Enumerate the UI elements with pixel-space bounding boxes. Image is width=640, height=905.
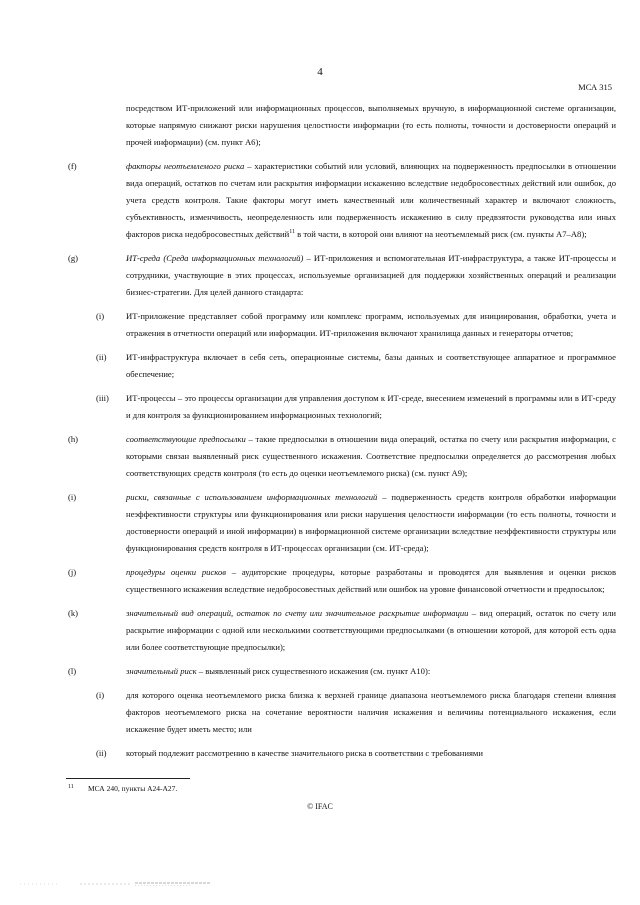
item-label: (h) xyxy=(68,434,79,444)
sub-item-label: (i) xyxy=(96,690,105,700)
sub-item-label: (i) xyxy=(96,311,105,321)
footnote-number: 11 xyxy=(68,784,74,790)
document-body xyxy=(68,100,617,769)
footnote-text: МСА 240, пункты А24-А27. xyxy=(88,784,178,793)
copyright-notice: © IFAC xyxy=(307,802,333,811)
definition-k xyxy=(68,605,617,656)
scan-artifact xyxy=(20,881,210,887)
definition-term: риски, связанные с использованием информационных технологий xyxy=(126,492,378,502)
sub-item-label: (ii) xyxy=(96,748,107,758)
definition-text: – вид операций, остаток по счету или раскрытие информации с одной или несколькими соответствующими предпосылками (в отношении которой, для которой есть одна или более соответствующие предпосылки); xyxy=(126,608,617,652)
sub-item-label: (iii) xyxy=(96,393,109,403)
definition-l xyxy=(68,663,616,680)
footnote-separator xyxy=(66,778,190,779)
definition-text: – характеристики событий или условий, влияющих на подверженность предпосылки в отношении вида операций, остатков по счетам или раскрытия информации искажению вследствие недобросовестных действий или ошибок, до учета средств контроля. Такие факторы могут иметь качественный или количественный характер и включают сложность, субъективность, изменчивость, неопределенность или подверженность искажению в силу предвзятости руководства или иных факторов риска недобросовестных действий xyxy=(126,161,616,239)
sub-item xyxy=(96,745,616,762)
item-label: (i) xyxy=(68,492,77,502)
definition-g xyxy=(68,250,616,301)
item-label: (j) xyxy=(68,567,77,577)
definition-i xyxy=(68,489,616,557)
definition-text: – выявленный риск существенного искажения (см. пункт А10): xyxy=(196,666,431,676)
item-label: (f) xyxy=(68,161,77,171)
definition-f xyxy=(68,158,616,243)
item-label: (g) xyxy=(68,253,79,263)
footnote-reference: 11 xyxy=(289,229,295,236)
sub-item xyxy=(96,349,616,383)
document-code: МСА 315 xyxy=(578,82,612,92)
item-label: (l) xyxy=(68,666,77,676)
definition-h xyxy=(68,431,616,482)
definition-term: значительный вид операций, остаток по счету или значительное раскрытие информации xyxy=(126,608,469,618)
definition-text: – ИТ-приложения и вспомогательная ИТ-инфраструктура, а также ИТ-процессы и сотрудники, участвующие в этих процессах, используемые организацией для поддержки хозяйственных операций и реализации бизнес-стратегии. Для целей данного стандарта: xyxy=(126,253,616,297)
sub-item xyxy=(96,390,616,424)
sub-item-text: ИТ-приложение представляет собой программу или комплекс программ, используемых для инициирования, обработки, учета и отражения в отчетности операций или информации. ИТ-приложения включают хранилища данных и генераторы отчетов; xyxy=(126,311,616,338)
footnote xyxy=(68,784,177,793)
continuation-paragraph: посредством ИТ-приложений или информационных процессов, выполняемых вручную, в информационной системе организации, которые напрямую снижают риски нарушения целостности информации (то есть полноты, точности и достоверности операций и прочей информации) (см. пункт А6); xyxy=(126,103,616,147)
sub-item-label: (ii) xyxy=(96,352,107,362)
page-number: 4 xyxy=(317,66,323,78)
definition-term: соответствующие предпосылки xyxy=(126,434,246,444)
sub-item-text: который подлежит рассмотрению в качестве значительного риска в соответствии с требованиями xyxy=(126,748,483,758)
definition-text: – подверженность средств контроля обработки информации неэффективности структуры или функционирования или риски нарушения целостности информации (то есть полноты, точности и достоверности операций и иной информации) в информационной системе организации вследствие неэффективности структуры или функционирования средств контроля в ИТ-процессах организации (см. ИТ-среда); xyxy=(126,492,616,553)
definition-term: процедуры оценки рисков xyxy=(126,567,227,577)
definition-term: значительный риск xyxy=(126,666,197,676)
definition-term: факторы неотъемлемого риска xyxy=(126,161,245,171)
sub-item-text: для которого оценка неотъемлемого риска близка к верхней границе диапазона неотъемлемого риска благодаря степени влияния факторов неотъемлемого риска на сочетание вероятности наличия искажения и величины потенциального искажения, если искажение будет иметь место; или xyxy=(126,690,616,734)
item-label: (k) xyxy=(68,608,79,618)
sub-item xyxy=(96,687,616,738)
sub-item-text: ИТ-инфраструктура включает в себя сеть, операционные системы, базы данных и соответствующее аппаратное и программное обеспечение; xyxy=(126,352,616,379)
sub-item-text: ИТ-процессы – это процессы организации для управления доступом к ИТ-среде, внесением изменений в программы или в ИТ-среду и для контроля за функционированием информационных технологий; xyxy=(126,393,616,420)
definition-text-continued: в той части, в которой они влияют на неотъемлемый риск (см. пункты А7–А8); xyxy=(294,229,587,239)
definition-text: – аудиторские процедуры, которые разработаны и проводятся для выявления и оценки рисков существенного искажения вследствие недобросовестных действий или ошибок на уровне финансовой отчетности и предпосылок; xyxy=(126,567,617,594)
sub-item xyxy=(96,308,616,342)
definition-term: ИТ-среда (Среда информационных технологий) xyxy=(126,253,304,263)
definition-text: – такие предпосылки в отношении вида операций, остатка по счету или раскрытия информации, с которыми связан выявленный риск существенного искажения. Соответствие предпосылки определяется до рассмотрения любых соответствующих средств контроля (то есть до оценки неотъемлемого риска) (см. пункт А9); xyxy=(126,434,616,478)
definition-j xyxy=(68,564,617,598)
